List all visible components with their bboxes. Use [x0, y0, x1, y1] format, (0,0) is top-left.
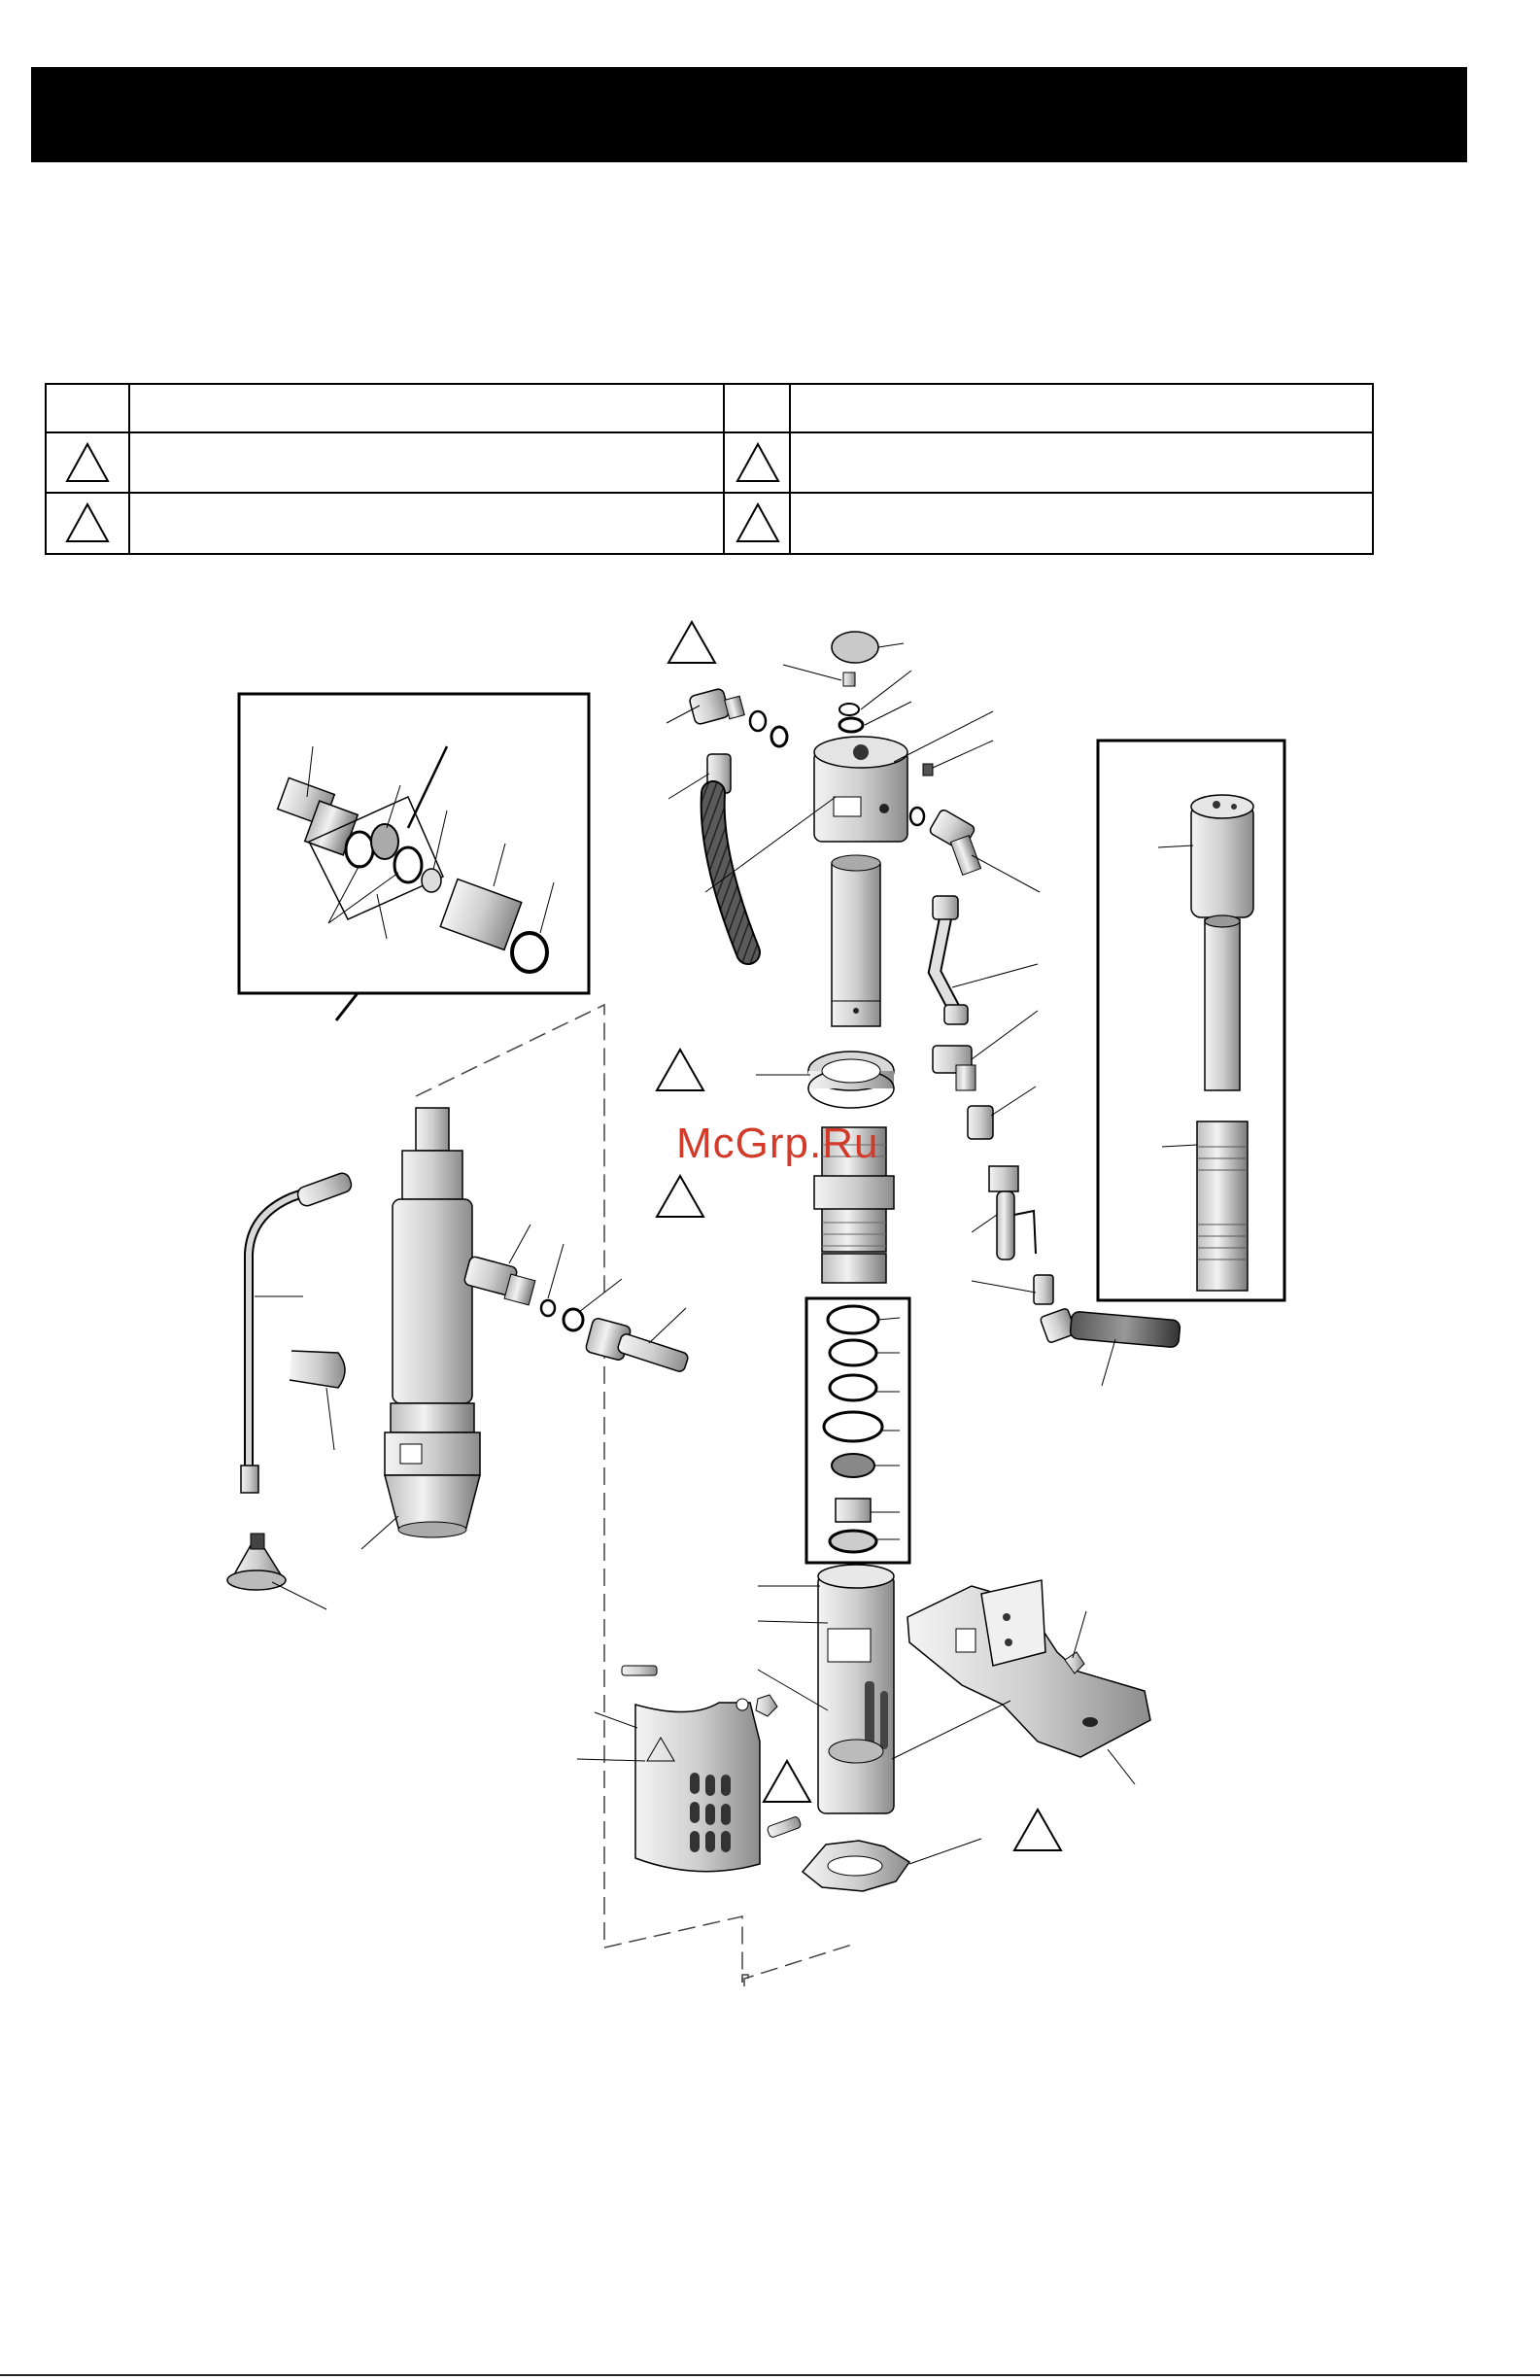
fitting-chain-right [910, 808, 1181, 1348]
footer-rule [0, 2374, 1540, 2376]
spray-gun-body [227, 1108, 689, 1590]
pump-guard [622, 1666, 802, 1872]
pump-center-column [803, 632, 933, 1891]
watermark-text: McGrp.Ru [676, 1120, 879, 1167]
hose-assembly [689, 688, 787, 952]
detail-inset-left [239, 694, 589, 1020]
detail-inset-right [1098, 741, 1284, 1300]
mounting-bracket [907, 1580, 1150, 1757]
